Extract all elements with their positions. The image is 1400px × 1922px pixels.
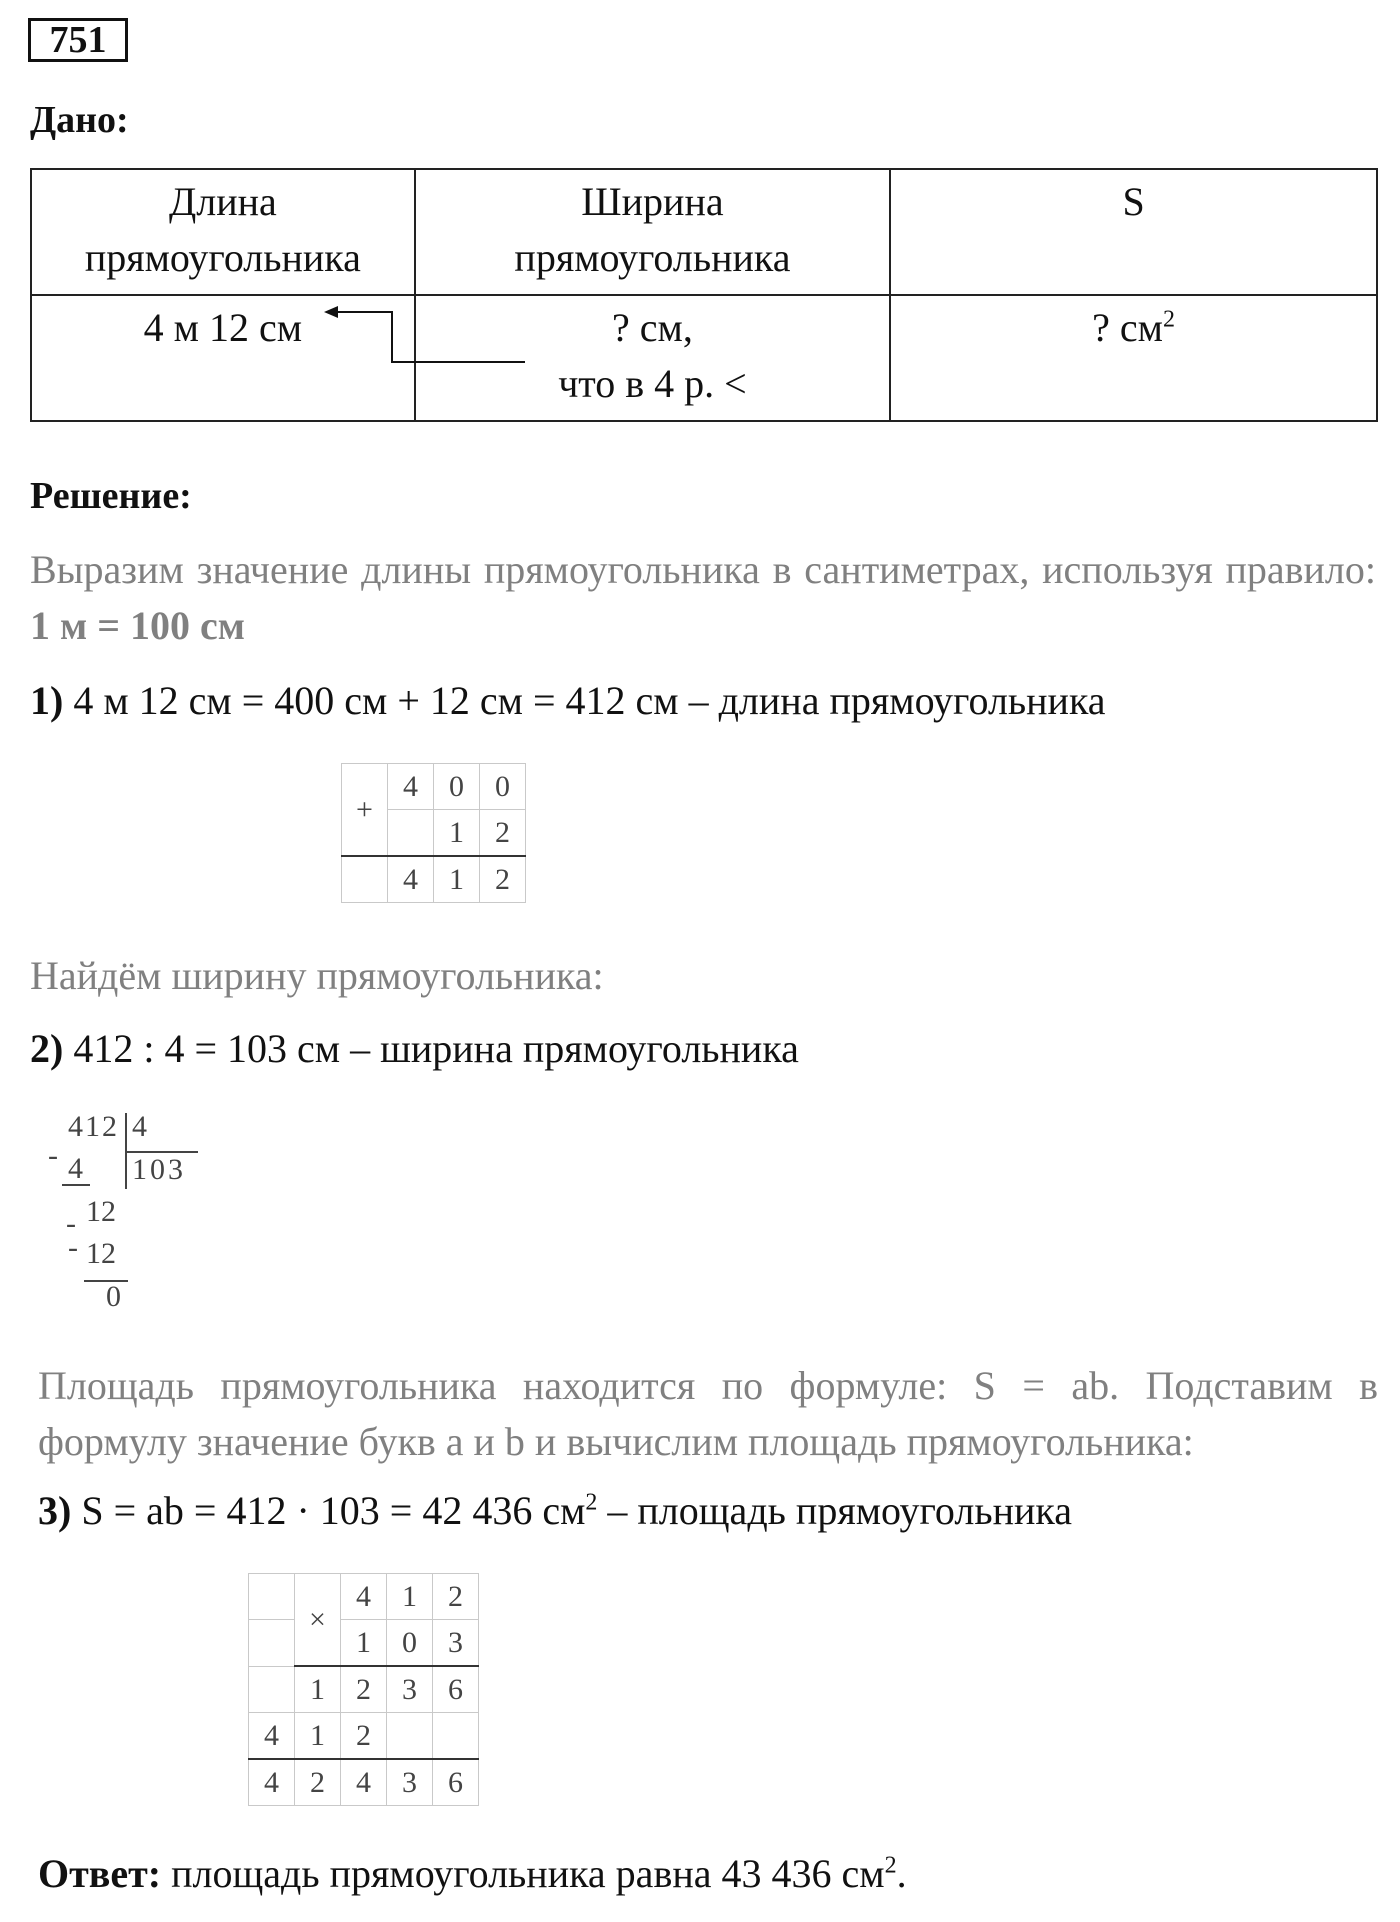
comparison-arrow-icon — [0, 0, 1400, 420]
divisor: 4 — [132, 1110, 147, 1143]
given-label: Дано: — [30, 99, 129, 141]
solution-label: Решение: — [30, 475, 192, 517]
value-area: ? $см^2$ — [890, 295, 1377, 421]
header-width: Ширина прямоугольника — [415, 169, 890, 295]
paragraph-convert: Выразим значение длины прямоугольника в сантиметрах, используя правило: 1 м = 100 см — [30, 547, 1376, 648]
dividend: 412 — [68, 1110, 119, 1143]
times-sign: × — [295, 1574, 341, 1667]
step-3: 3) S = ab = 412 · 103 = 42 436 $см^2$ – площадь прямоугольника — [38, 1488, 1072, 1533]
header-length: Длина прямоугольника — [31, 169, 415, 295]
step-1: 1) 4 м 12 см = 400 см + 12 см = 412 см – длина прямоугольника — [30, 678, 1106, 723]
problem-number: 751 — [28, 18, 128, 62]
paragraph-area-formula: Площадь прямоугольника находится по формуле: S = ab. Подставим в формулу значение букв a и b и вычислим площадь прямоугольника: — [38, 1363, 1378, 1464]
header-area: S — [890, 169, 1377, 295]
long-division: - 412 4 103 4 - 12 - 12 0 — [48, 1110, 186, 1313]
quotient: 103 — [132, 1153, 186, 1186]
answer: Ответ: площадь прямоугольника равна 43 436 $см^2$. — [38, 1851, 907, 1896]
paragraph-find-width: Найдём ширину прямоугольника: — [30, 953, 604, 998]
addition-grid: + 4 0 0 1 2 4 1 2 — [341, 763, 526, 903]
plus-sign: + — [342, 764, 388, 857]
value-length: 4 м 12 см — [31, 295, 415, 421]
value-width: ? см, что в 4 р. < — [415, 295, 890, 421]
step-2: 2) 412 : 4 = 103 см – ширина прямоугольника — [30, 1026, 799, 1071]
multiplication-grid: × 4 1 2 1 0 3 1 2 3 6 4 1 2 4 2 4 3 6 — [248, 1573, 479, 1806]
